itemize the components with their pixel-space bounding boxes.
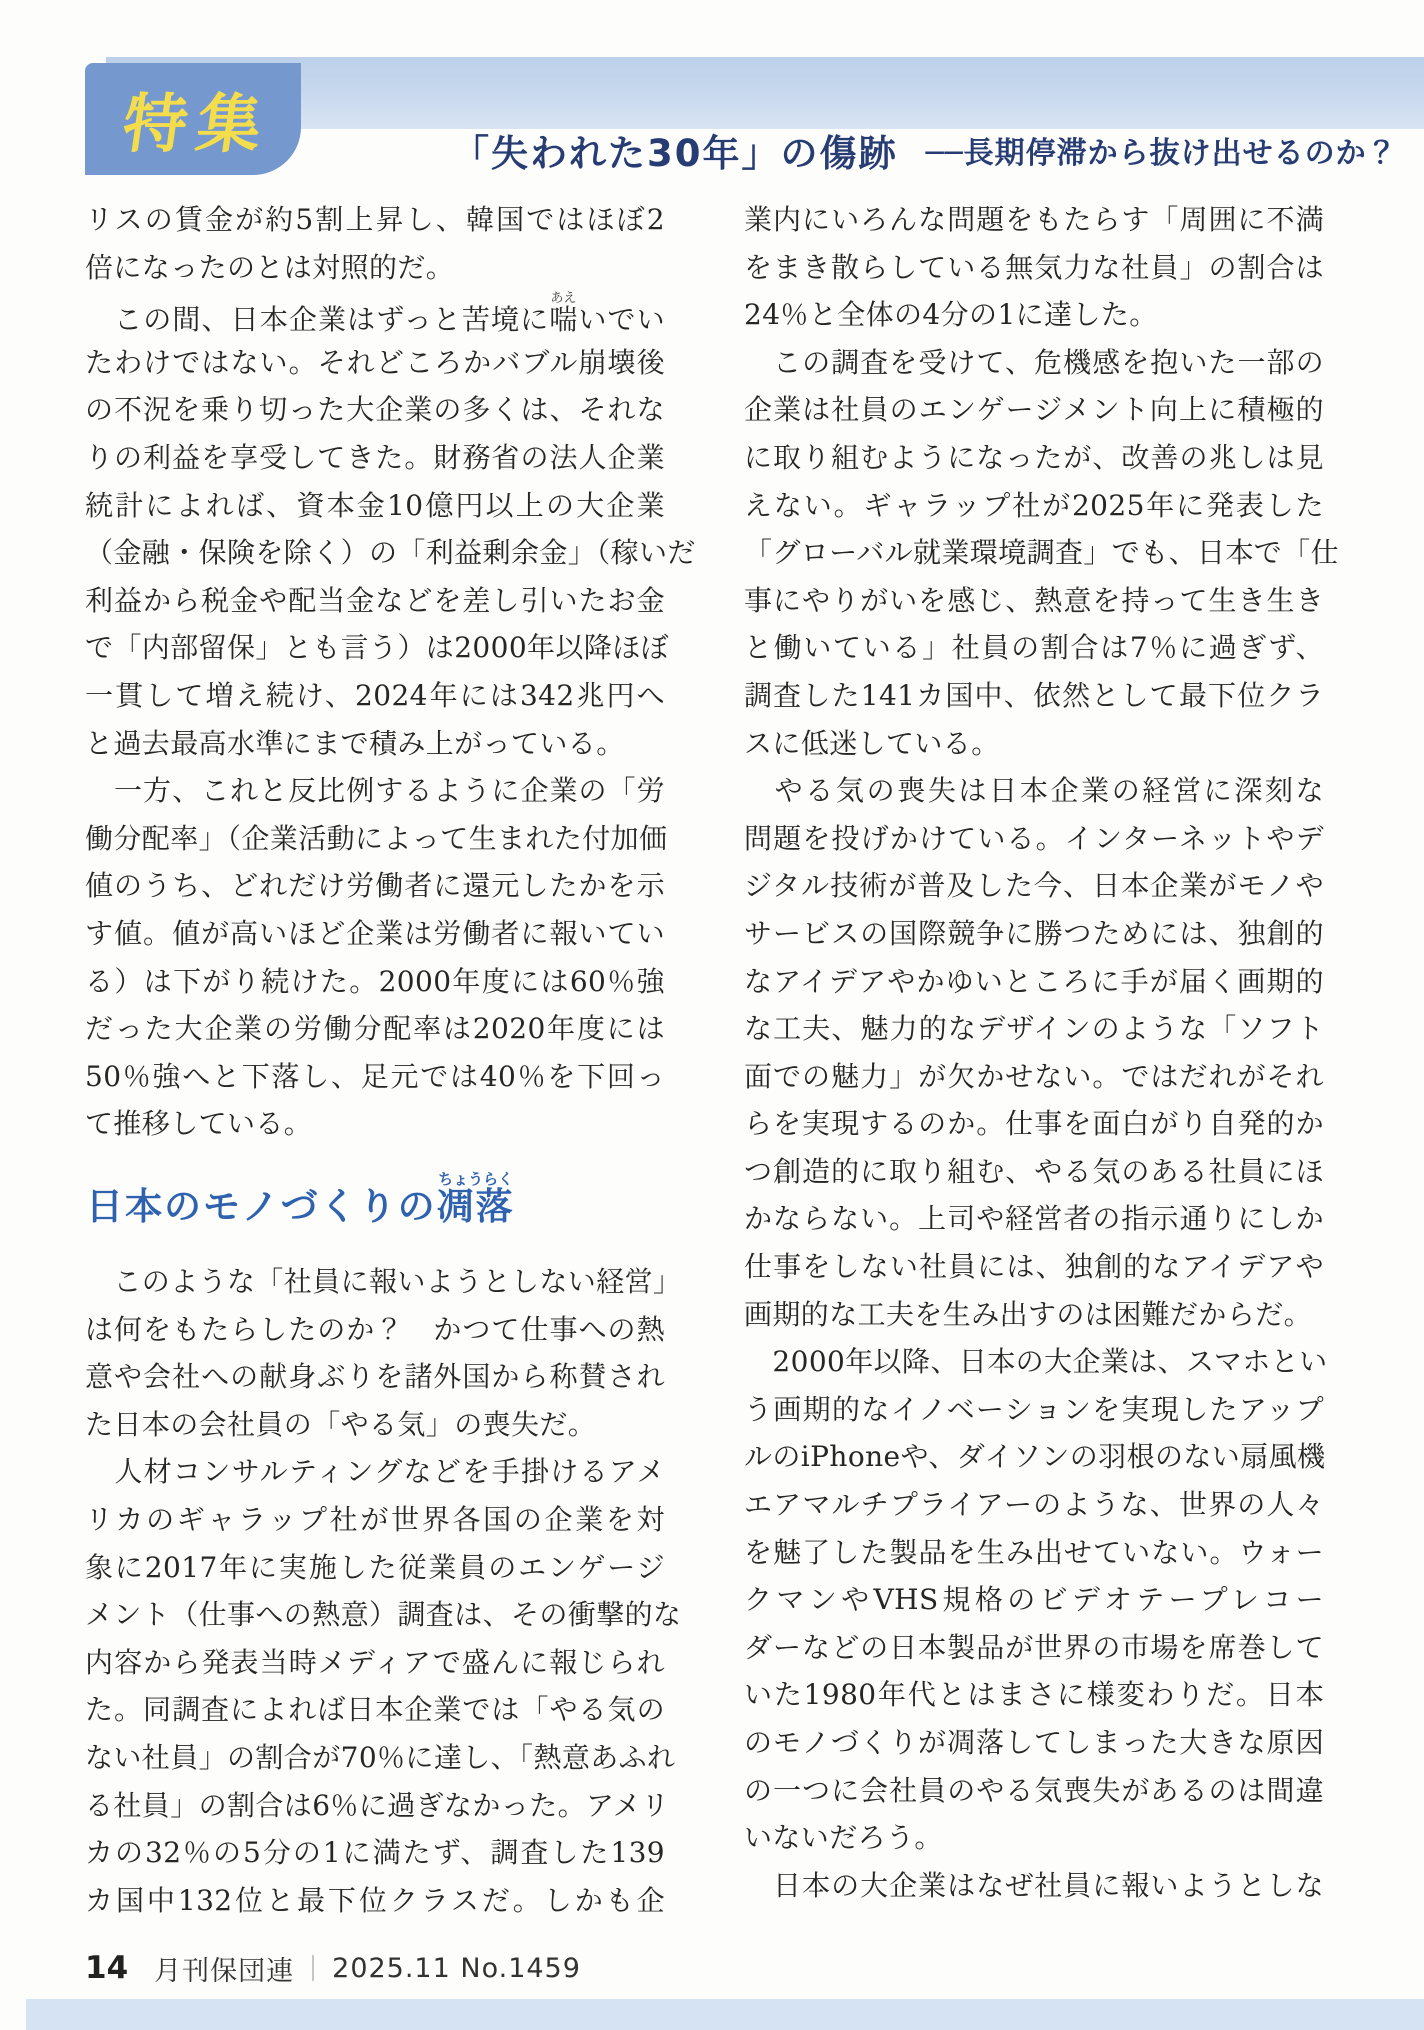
text-line: 働分配率」（企業活動によって生まれた付加価 [85,821,668,855]
text-line: かならない。上司や経営者の指示通りにしか [744,1202,1324,1236]
text-line: サービスの国際競争に勝つためには、独創的 [744,916,1324,950]
right-column [744,196,1340,1909]
text-line: 調査した141カ国中、依然として最下位クラ [744,678,1324,712]
text-line: 24％と全体の4分の1に達した。 [744,298,1158,332]
text-line: る社員」の割合は6％に過ぎなかった。アメリ [85,1788,670,1822]
issue-info: 2025.11 No.1459 [332,1952,581,1984]
text-line: いないだろう。 [744,1821,943,1855]
text-line: 50％強へと下落し、足元では40％を下回っ [85,1059,665,1093]
text-line: た。同調査によれば日本企業では「やる気の [85,1693,665,1727]
text-line: いた1980年代とはまさに様変わりだ。日本 [744,1678,1324,1712]
text-line: と働いている」社員の割合は7％に過ぎず、 [744,631,1324,665]
text-line: ルのiPhoneや、ダイソンの羽根のない扇風機 [744,1440,1326,1474]
text-line: 「グローバル就業環境調査」でも、日本で「仕 [744,536,1340,570]
footer-divider [312,1955,314,1981]
text-line: のモノづくりが凋落してしまった大きな原因 [744,1726,1324,1759]
text-line: を魅了した製品を生み出せていない。ウォー [744,1535,1324,1569]
text-line: 内容から発表当時メディアで盛んに報じられ [85,1645,665,1679]
text-line: る）は下がり続けた。2000年度には60％強 [85,964,665,998]
text-line: 画期的な工夫を生み出すのは困難だからだ。 [744,1297,1313,1331]
text-line: エアマルチプライアーのような、世界の人々 [744,1488,1324,1522]
text-line: ジタル技術が普及した今、日本企業がモノや [744,869,1324,903]
text-line: ダーなどの日本製品が世界の市場を席巻して [744,1630,1324,1664]
text-line: カ国中132位と最下位クラスだ。しかも企 [85,1883,665,1917]
text-line: 倍になったのとは対照的だ。 [85,250,455,284]
text-line: リスの賃金が約5割上昇し、韓国ではほぼ2 [85,203,665,236]
text-line: つ創造的に取り組む、やる気のある社員にほ [744,1154,1324,1188]
magazine-name: 月刊保団連 [154,1955,295,1987]
text-line: 問題を投げかけている。インターネットやデ [744,821,1324,855]
feature-title-row [452,114,1414,186]
text-line: 統計によれば、資本金10億円以上の大企業 [85,488,665,522]
text-line: 2000年以降、日本の大企業は、スマホとい [744,1345,1328,1379]
text-line: 企業は社員のエンゲージメント向上に積極的 [744,393,1324,427]
next-page-edge [26,1999,1424,2030]
text-line: の不況を乗り切った大企業の多くは、それな [85,393,665,427]
page-footer [85,1950,581,1986]
text-line: メント（仕事への熱意）調査は、その衝撃的な [85,1598,682,1632]
text-line: だった大企業の労働分配率は2020年度には [85,1012,665,1046]
text-line: 利益から税金や配当金などを差し引いたお金 [85,583,665,617]
text-line: 仕事をしない社員には、独創的なアイデアや [744,1250,1324,1284]
text-line: 業内にいろんな問題をもたらす「周囲に不満 [744,203,1324,236]
text-line: 人材コンサルティングなどを手掛けるアメ [85,1455,665,1489]
text-line: 面での魅力」が欠かせない。ではだれがそれ [744,1059,1324,1093]
text-line: クマンやVHS規格のビデオテープレコー [744,1583,1324,1617]
text-line: スに低迷している。 [744,726,1000,760]
text-line: 値のうち、どれだけ労働者に還元したかを示 [85,869,665,903]
text-line: と過去最高水準にまで積み上がっている。 [85,726,625,760]
text-line: で「内部留保」とも言う）は2000年以降ほぼ [85,631,670,665]
text-line: リカのギャラップ社が世界各国の企業を対 [85,1502,665,1536]
text-line: 意や会社への献身ぶりを諸外国から称賛され [85,1360,665,1394]
feature-label-box [85,63,301,175]
text-line: らを実現するのか。仕事を面白がり自発的か [744,1107,1324,1141]
text-line: の一つに会社員のやる気喪失があるのは間違 [744,1773,1324,1807]
text-line: て推移している。 [85,1107,313,1141]
text-line: ない社員」の割合が70％に達し、「熱意あふれ [85,1740,676,1774]
feature-title: 「失われた30年」の傷跡 [452,132,898,175]
text-line: えない。ギャラップ社が2025年に発表した [744,488,1324,522]
text-line: をまき散らしている無気力な社員」の割合は [744,250,1324,284]
text-line: に取り組むようになったが、改善の兆しは見 [744,440,1324,474]
text-line: たわけではない。それどころかバブル崩壊後 [85,345,665,379]
text-line: やる気の喪失は日本企業の経営に深刻な [744,774,1324,808]
text-line: う画期的なイノベーションを実現したアップ [744,1392,1324,1426]
feature-subtitle: ──長期停滞から抜け出せるのか？ [925,136,1398,171]
text-line: りの利益を享受してきた。財務省の法人企業 [85,440,665,474]
text-line: この間、日本企業はずっと苦境に喘あえいでい [85,291,665,337]
text-line: 一貫して増え続け、2024年には342兆円へ [85,678,665,712]
section-heading: 日本のモノづくりの凋落ちょうらく [86,1170,515,1228]
text-line: な工夫、魅力的なデザインのような「ソフト [744,1012,1324,1046]
text-line: この調査を受けて、危機感を抱いた一部の [744,345,1324,379]
text-line: カの32％の5分の1に満たず、調査した139 [85,1836,665,1870]
text-line: 事にやりがいを感じ、熱意を持って生き生き [744,583,1324,617]
left-column-top [85,196,696,1148]
left-column-bottom [85,1258,682,1924]
text-line: （金融・保険を除く）の「利益剰余金」（稼いだ [85,536,696,570]
text-line: なアイデアやかゆいところに手が届く画期的 [744,964,1324,998]
text-line: このような「社員に報いようとしない経営」 [85,1265,682,1298]
text-line: 日本の大企業はなぜ社員に報いようとしな [744,1868,1324,1902]
text-line: は何をもたらしたのか？ かつて仕事への熱 [85,1312,665,1346]
feature-label: 特集 [117,88,277,162]
text-line: す値。値が高いほど企業は労働者に報いてい [85,916,665,950]
text-line: 一方、これと反比例するように企業の「労 [85,774,665,808]
text-line: 象に2017年に実施した従業員のエンゲージ [85,1550,665,1584]
page-number: 14 [85,1950,129,1986]
text-line: た日本の会社員の「やる気」の喪失だ。 [85,1407,597,1441]
feature-title-band [106,57,1424,175]
